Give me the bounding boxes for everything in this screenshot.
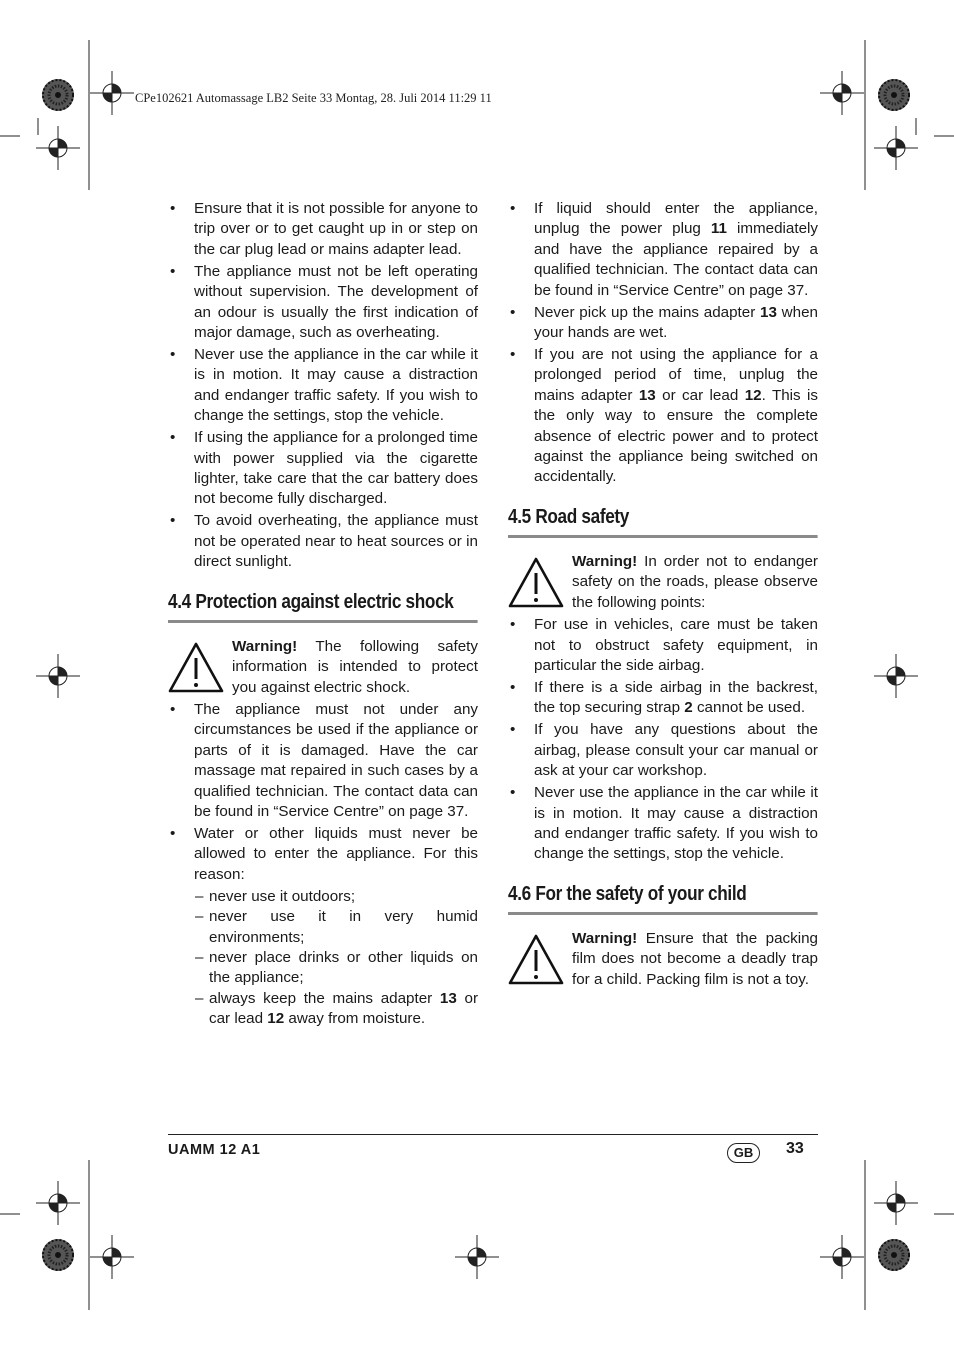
warning-box	[168, 637, 478, 698]
list-item: • If there is a side airbag in the backrest, the top securing strap 2 cannot be used.	[508, 678, 818, 719]
section-heading-4-6: 4.6 For the safety of your child	[508, 881, 817, 915]
list-item: • To avoid overheating, the appliance must not be operated near to heat sources or in direct sunlight.	[168, 511, 478, 572]
registration-mark-icon	[36, 126, 80, 170]
language-badge: GB	[727, 1143, 760, 1163]
page-number: 33	[786, 1140, 804, 1157]
dash-item: – never place drinks or other liquids on the appliance;	[168, 948, 478, 989]
list-item: • If you have any questions about the airbag, please consult your car manual or ask at your car workshop.	[508, 720, 818, 781]
warning-triangle-icon	[508, 933, 564, 985]
registration-mark-icon	[820, 71, 864, 115]
registration-mark-icon	[36, 1181, 80, 1225]
registration-mark-icon	[874, 654, 918, 698]
registration-mark-icon	[874, 1181, 918, 1225]
registration-mark-icon	[820, 1235, 864, 1279]
bullet-list	[168, 199, 478, 573]
dash-item: – never use it outdoors;	[168, 887, 478, 907]
left-column	[168, 199, 478, 1030]
registration-mark-icon	[878, 1239, 910, 1271]
registration-mark-icon	[42, 1239, 74, 1271]
warning-text: Warning! The following safety information is intended to protect you against electric shock.	[232, 637, 478, 696]
right-column	[508, 199, 818, 992]
list-item: • For use in vehicles, care must be taken not to obstruct safety equipment, in particular the side airbag.	[508, 615, 818, 676]
list-item: • The appliance must not under any circumstances be used if the appliance or parts of it is damaged. Have the car massage mat repaired in such cases by a qualified technician. The contact data can be found in “Service Centre” on page 37.	[168, 700, 478, 822]
registration-mark-icon	[90, 1235, 134, 1279]
warning-label: Warning!	[232, 637, 298, 655]
registration-mark-icon	[90, 71, 134, 115]
warning-label: Warning!	[572, 552, 638, 570]
warning-triangle-icon	[508, 556, 564, 608]
list-item: • If you are not using the appliance for a prolonged period of time, unplug the mains adapter 13 or car lead 12. This is the only way to ensure the complete absence of electric power and to protect against the appliance being switched on accidentally.	[508, 345, 818, 488]
warning-label: Warning!	[572, 929, 638, 947]
list-item: • Never pick up the mains adapter 13 when your hands are wet.	[508, 303, 818, 344]
warning-text: Warning! Ensure that the packing film does not become a deadly trap for a child. Packing film is not a toy.	[572, 929, 818, 988]
list-item: • Ensure that it is not possible for anyone to trip over or to get caught up in or step on the car plug lead or mains adapter lead.	[168, 199, 478, 260]
dash-item: – always keep the mains adapter 13 or car lead 12 away from moisture.	[168, 989, 478, 1030]
list-item: • If liquid should enter the appliance, unplug the power plug 11 immediately and have the appliance repaired by a qualified technician. The contact data can be found in “Service Centre” on page 37.	[508, 199, 818, 301]
list-item: • Never use the appliance in the car while it is in motion. It may cause a distraction and endanger traffic safety. If you wish to change the settings, stop the vehicle.	[168, 345, 478, 427]
warning-triangle-icon	[168, 641, 224, 693]
warning-box	[508, 552, 818, 613]
list-item: • Never use the appliance in the car while it is in motion. It may cause a distraction and endanger traffic safety. If you wish to change the settings, stop the vehicle.	[508, 783, 818, 865]
footer-rule	[168, 1134, 818, 1135]
dash-item: – never use it in very humid environments;	[168, 907, 478, 948]
registration-mark-icon	[878, 79, 910, 111]
list-item: • Water or other liquids must never be allowed to enter the appliance. For this reason:	[168, 824, 478, 885]
warning-box	[508, 929, 818, 990]
registration-mark-icon	[42, 79, 74, 111]
bullet-list	[508, 615, 818, 865]
print-slug: CPe102621 Automassage LB2 Seite 33 Montag, 28. Juli 2014 11:29 11	[135, 91, 492, 105]
registration-mark-icon	[455, 1235, 499, 1279]
section-heading-4-4: 4.4 Protection against electric shock	[168, 589, 477, 623]
list-item: • If using the appliance for a prolonged time with power supplied via the cigarette lighter, take care that the car battery does not become fully discharged.	[168, 428, 478, 510]
dash-list	[168, 887, 478, 1030]
list-item: • The appliance must not be left operating without supervision. The development of an odour is usually the first indication of major damage, such as overheating.	[168, 262, 478, 344]
model-number: UAMM 12 A1	[168, 1142, 261, 1158]
bullet-list	[508, 199, 818, 488]
registration-mark-icon	[36, 654, 80, 698]
warning-text: Warning! In order not to endanger safety on the roads, please observe the following points:	[572, 552, 818, 611]
bullet-list	[168, 700, 478, 885]
registration-mark-icon	[874, 126, 918, 170]
section-heading-4-5: 4.5 Road safety	[508, 504, 817, 538]
